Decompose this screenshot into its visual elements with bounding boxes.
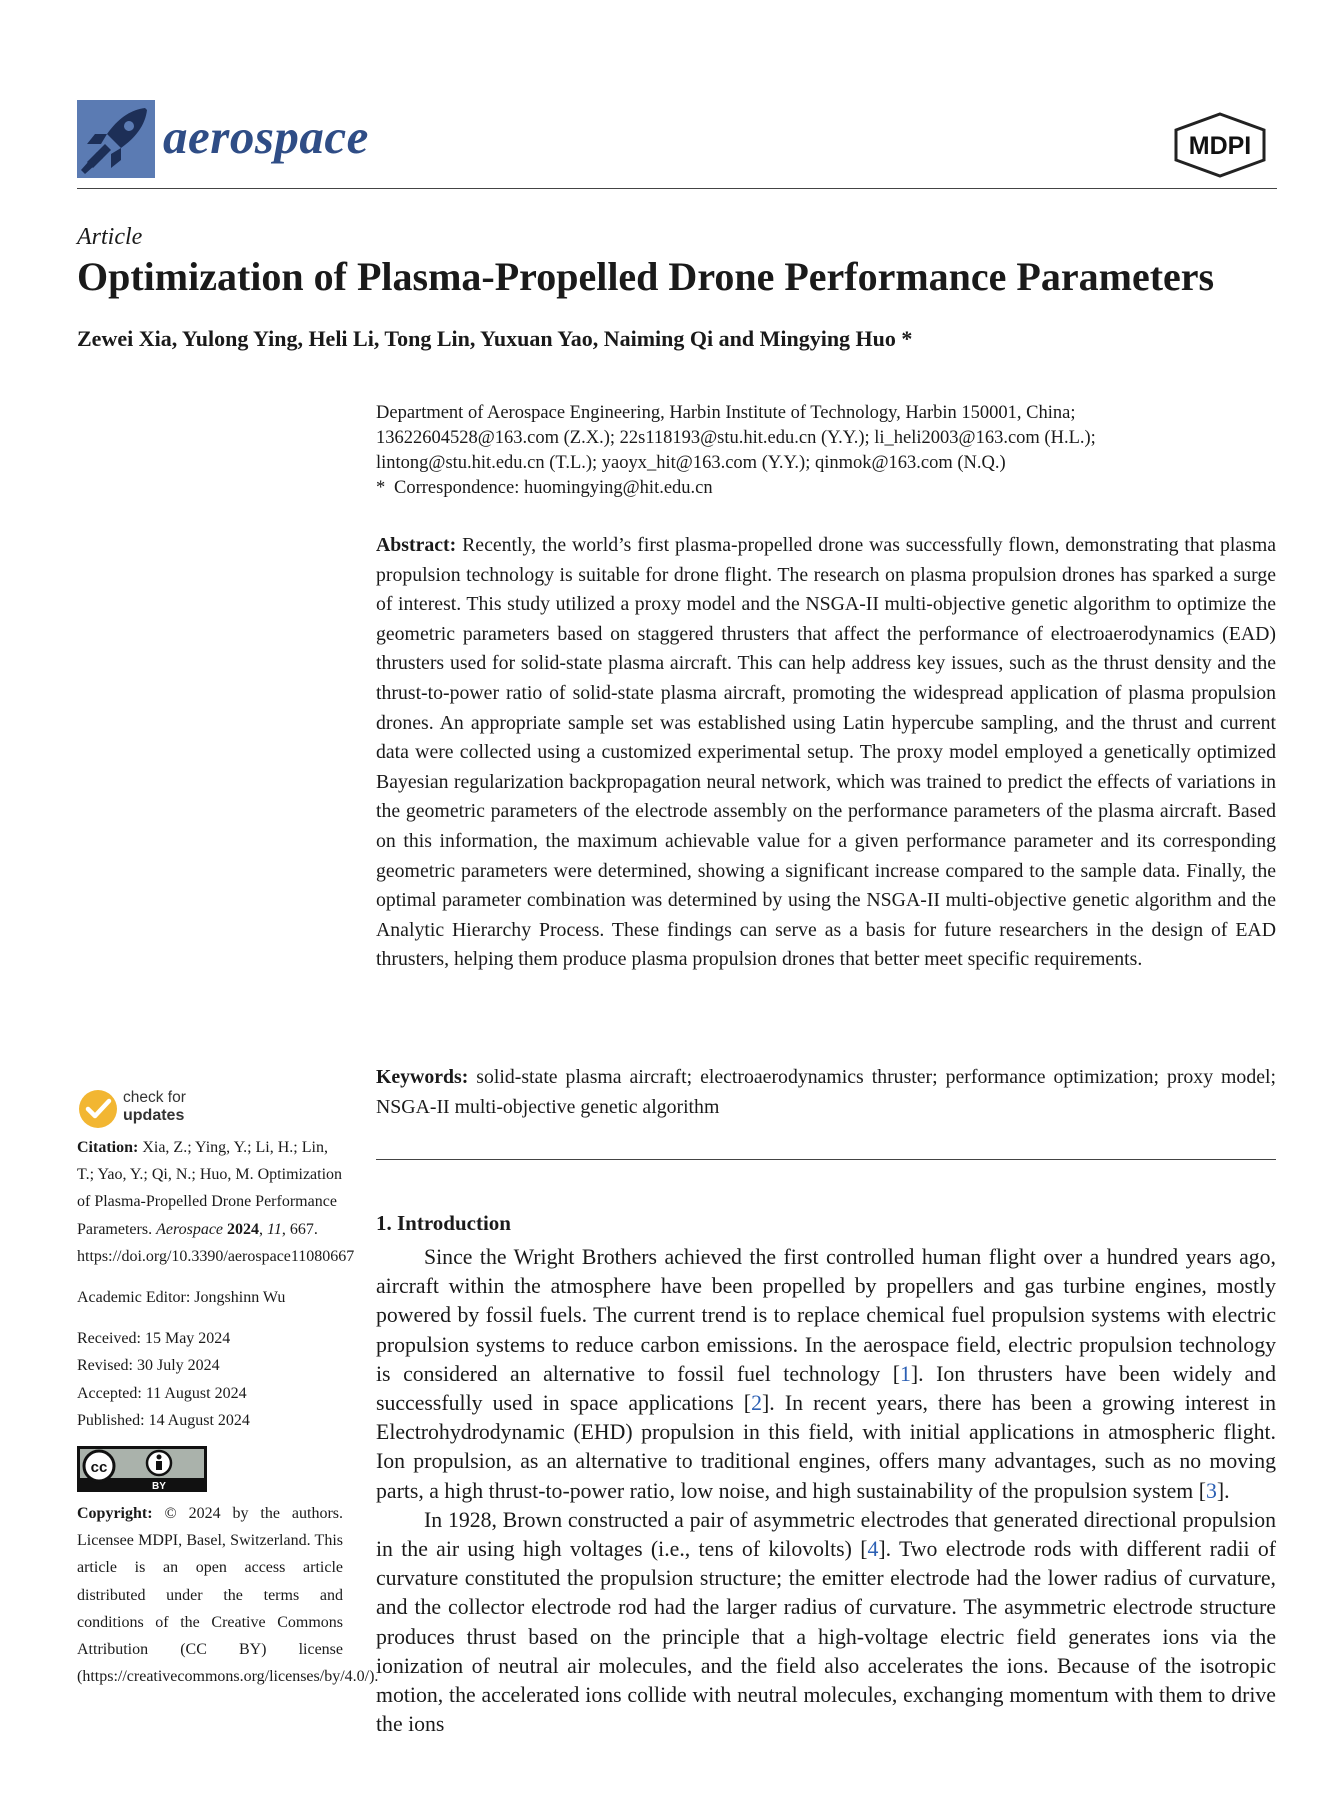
check-for-label: check for [123, 1089, 186, 1106]
correspondence-email[interactable]: Correspondence: huomingying@hit.edu.cn [394, 478, 713, 498]
intro-body [376, 1243, 1276, 1739]
header-divider [77, 188, 1277, 189]
mdpi-logo-icon [1172, 112, 1268, 178]
publisher-name: MDPI [1188, 132, 1252, 160]
citation-year: 2024 [227, 1220, 260, 1238]
cc-by-label: BY [152, 1481, 166, 1493]
abstract-label: Abstract: [376, 534, 457, 556]
abstract-text: Recently, the world’s first plasma-propelled drone was successfully flown, demonstrating that plasma propulsion technology is suitable for drone flight. The research on plasma propulsion drones has sparked a surge of interest. This study utilized a proxy model and the NSGA-II multi-objective genetic algorithm to optimize the geometric parameters based on staggered thrusters that affect the performance of electroaerodynamics (EAD) thrusters used for solid-state plasma aircraft. This can help address key issues, such as the thrust density and the thrust-to-power ratio of solid-state plasma aircraft, promoting the widespread application of plasma propulsion drones. An appropriate sample set was established using Latin hypercube sampling, and the thrust and current data were collected using a customized experimental setup. The proxy model employed a genetically optimized Bayesian regularization backpropagation neural network, which was trained to predict the effects of variations in the geometric parameters of the electrode assembly on the performance parameters of the plasma aircraft. Based on this information, the maximum achievable value for a given performance parameter and its corresponding geometric parameters were determined, showing a significant increase compared to the sample data. Finally, the optimal parameter combination was determined by using the NSGA-II multi-objective genetic algorithm and the Analytic Hierarchy Process. These findings can serve as a basis for future researchers in the design of EAD thrusters, helping them produce plasma propulsion drones that better meet specific requirements. [376, 534, 1276, 971]
copyright-label: Copyright: [77, 1505, 153, 1523]
citation-volume: 11 [267, 1220, 282, 1238]
academic-editor: Academic Editor: Jongshinn Wu [77, 1289, 286, 1307]
citation-link[interactable]: 4 [867, 1537, 879, 1562]
rocket-logo-icon [77, 100, 155, 178]
keywords-text: solid-state plasma aircraft; electroaerodynamics thruster; performance optimization; proxy model; NSGA-II multi-objective genetic algorithm [376, 1066, 1276, 1118]
copyright-block [77, 1500, 379, 1690]
intro-paragraph-2: In 1928, Brown constructed a pair of asymmetric electrodes that generated directional propulsion in the air using high voltages (i.e., tens of kilovolts) [4]. Two electrode rods with different radii of curvature constituted the propulsion structure; the emitter electrode had the lower radius of curvature, and the collector electrode rod had the larger radius of curvature. The asymmetric electrode structure produces thrust based on the principle that a high-voltage electric field generates ions via the ionization of neutral air molecules, and the field also accelerates the ions. Because of the isotropic motion, the accelerated ions collide with neutral molecules, exchanging momentum with them to drive the ions [376, 1507, 1277, 1737]
affiliation-line[interactable]: 13622604528@163.com (Z.X.); 22s118193@stu.hit.edu.cn (Y.Y.); li_heli2003@163.com (H.L.); [376, 428, 1096, 448]
keywords [376, 1063, 1276, 1122]
citation-label: Citation: [77, 1139, 139, 1156]
section-divider [376, 1159, 1276, 1160]
dates-block [77, 1325, 343, 1434]
svg-text:cc: cc [90, 1459, 108, 1477]
check-updates-icon [77, 1088, 119, 1130]
citation-doi[interactable]: , 667. https://doi.org/10.3390/aerospace11080667 [77, 1220, 355, 1265]
copyright-text: © 2024 by the authors. Licensee MDPI, Basel, Switzerland. This article is an open access article distributed under the terms and conditions of the Creative Commons Attribution (CC BY) license (https://creativecommons.org/licenses/by/4.0/). [77, 1505, 379, 1686]
published-date: Published: 14 August 2024 [77, 1411, 250, 1429]
check-for-updates-button[interactable] [77, 1088, 237, 1132]
affiliation-line[interactable]: lintong@stu.hit.edu.cn (T.L.); yaoyx_hit@163.com (Y.Y.); qinmok@163.com (N.Q.) [376, 453, 1006, 473]
correspondence-line[interactable] [376, 476, 1276, 501]
sidebar [77, 1134, 379, 1690]
accepted-date: Accepted: 11 August 2024 [77, 1384, 247, 1402]
received-date: Received: 15 May 2024 [77, 1330, 231, 1348]
citation-link[interactable]: 2 [751, 1391, 762, 1416]
cc-by-icon[interactable] [77, 1446, 207, 1492]
keywords-label: Keywords: [376, 1066, 469, 1088]
citation-link[interactable]: 3 [1205, 1478, 1217, 1503]
updates-label: updates [123, 1107, 185, 1124]
abstract [376, 531, 1276, 975]
intro-paragraph-1: Since the Wright Brothers achieved the first controlled human flight over a hundred years ago, aircraft within the atmosphere have been propelled by propellers and gas turbine engines, mostly powered by fossil fuels. The current trend is to replace chemical fuel propulsion systems with electric propulsion systems to reduce carbon emissions. In the aerospace field, electric propulsion technology is considered an alternative to fossil fuel technology [1]. Ion thrusters have been widely and successfully used in space applications [2]. In recent years, there has been a growing interest in Electrohydrodynamic (EHD) propulsion in this field, with initial applications in atmospheric flight. Ion propulsion, as an alternative to traditional engines, offers many advantages, such as no moving parts, a high thrust-to-power ratio, low noise, and high sustainability of the propulsion system [3]. [376, 1245, 1276, 1503]
author-list: Zewei Xia, Yulong Ying, Heli Li, Tong Lin, Yuxuan Yao, Naiming Qi and Mingying Huo * [77, 326, 913, 351]
journal-name: aerospace [163, 109, 369, 164]
revised-date: Revised: 30 July 2024 [77, 1357, 220, 1375]
citation-journal: Aerospace [156, 1220, 224, 1238]
article-title: Optimization of Plasma-Propelled Drone Performance Parameters [77, 254, 1215, 299]
affiliation-block [376, 401, 1276, 501]
citation-block: Citation: Xia, Z.; Ying, Y.; Li, H.; Lin, T.; Yao, Y.; Qi, N.; Huo, M. Optimization of Plasma-Propelled Drone Performance Parameters. Aerospace 2024, 11, 667. https://doi.org/10.3390/aerospace11080667 [77, 1139, 355, 1265]
section-heading: 1. Introduction [376, 1211, 511, 1235]
article-type: Article [77, 224, 143, 250]
citation-link[interactable]: 1 [899, 1361, 911, 1386]
correspondence-star: * [376, 478, 386, 498]
citation-text: Xia, Z.; Ying, Y.; Li, H.; Lin, T.; Yao, Y.; Qi, N.; Huo, M. Optimization of Plasma-Propelled Drone Performance Parameters. [77, 1139, 343, 1238]
affiliation-line: Department of Aerospace Engineering, Harbin Institute of Technology, Harbin 150001, China; [376, 403, 1076, 423]
